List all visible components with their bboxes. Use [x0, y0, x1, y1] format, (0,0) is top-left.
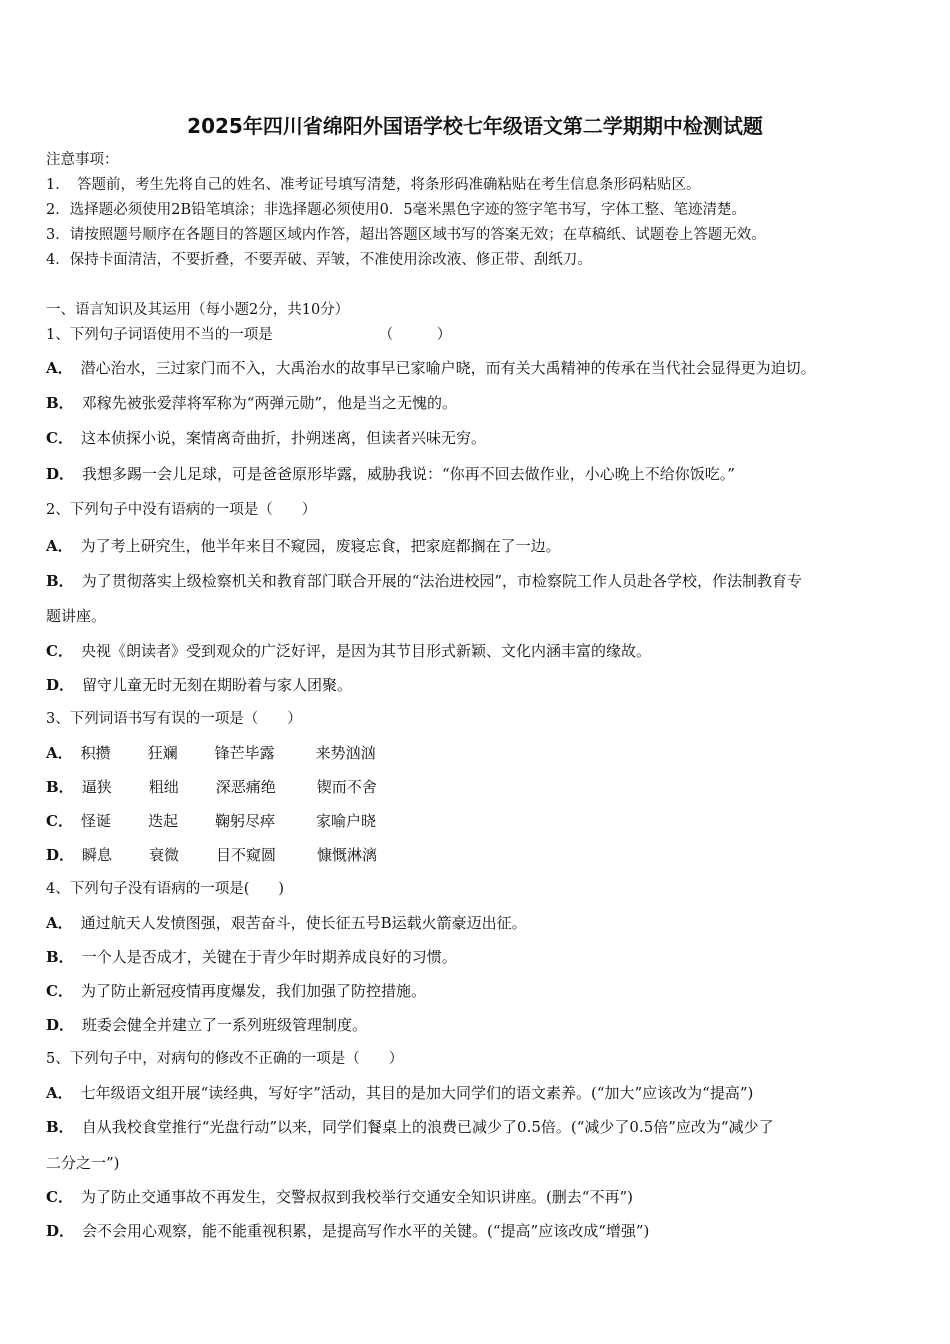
option-continuation: 题讲座。 — [46, 607, 107, 625]
option-row — [46, 743, 376, 763]
option-label: D． — [46, 676, 75, 694]
option-continuation: 二分之一”) — [46, 1154, 120, 1172]
option-row — [46, 675, 352, 695]
option-text: 为了贯彻落实上级检察机关和教育部门联合开展的“法治进校园”，市检察院工作人员赴各学校，作法制教育专 — [81, 572, 803, 590]
question-stem-1 — [46, 325, 451, 345]
option-row — [46, 1083, 753, 1103]
option-row — [46, 947, 457, 967]
notice-item: 2．选择题必须使用2B铅笔填涂；非选择题必须使用0．5毫米黑色字迹的签字笔书写，字体工整、笔迹清楚。 — [46, 202, 747, 218]
option-label: B． — [46, 948, 74, 966]
option-row — [46, 464, 735, 484]
option-label: A． — [46, 914, 73, 932]
option-row — [46, 1221, 649, 1241]
option-text: 为了防止交通事故不再发生，交警叔叔到我校举行交通安全知识讲座。(删去“不再”) — [80, 1188, 633, 1206]
option-row — [46, 811, 376, 831]
option-word: 瞬息 — [82, 846, 113, 864]
option-label: C． — [46, 1188, 73, 1206]
option-label: D． — [46, 1016, 75, 1034]
option-row — [46, 393, 457, 413]
notice-heading: 注意事项： — [46, 152, 119, 168]
option-row — [46, 536, 561, 556]
option-word: 深恶痛绝 — [215, 778, 276, 796]
option-row — [46, 641, 651, 661]
option-label: C． — [46, 642, 73, 660]
option-word: 家喻户晓 — [315, 812, 376, 830]
notice-item: 1． 答题前，考生先将自己的姓名、准考证号填写清楚，将条形码准确粘贴在考生信息条形码粘贴区。 — [46, 177, 701, 193]
option-text: 央视《朗读者》受到观众的广泛好评，是因为其节目形式新颖、文化内涵丰富的缘故。 — [80, 642, 651, 660]
option-text: 一个人是否成才，关键在于青少年时期养成良好的习惯。 — [81, 948, 457, 966]
option-text: 会不会用心观察，能不能重视积累，是提高写作水平的关键。(“提高”应该改成“增强”) — [82, 1222, 650, 1240]
question-stem-2: 2、下列句子中没有语病的一项是（ ） — [46, 502, 317, 518]
option-word: 来势汹汹 — [315, 744, 376, 762]
option-text: 我想多踢一会儿足球，可是爸爸原形毕露，威胁我说：“你再不回去做作业，小心晚上不给你饭吃。” — [82, 465, 735, 483]
option-word: 怪诞 — [80, 812, 111, 830]
option-word: 衰微 — [149, 846, 180, 864]
option-text: 班委会健全并建立了一系列班级管理制度。 — [82, 1016, 368, 1034]
option-label: C． — [46, 812, 73, 830]
option-label: D． — [46, 465, 75, 483]
option-text: 留守儿童无时无刻在期盼着与家人团聚。 — [82, 676, 353, 694]
option-label: B． — [46, 394, 74, 412]
option-text: 通过航天人发愤图强，艰苦奋斗，使长征五号B运载火箭豪迈出征。 — [80, 914, 527, 932]
question-stem-5: 5、下列句子中，对病句的修改不正确的一项是（ ） — [46, 1051, 404, 1067]
notice-item: 3．请按照题号顺序在各题目的答题区域内作答，超出答题区域书写的答案无效；在草稿纸、试题卷上答题无效。 — [46, 227, 766, 243]
notice-item: 4．保持卡面清洁，不要折叠，不要弄破、弄皱，不准使用涂改液、修正带、刮纸刀。 — [46, 252, 592, 268]
option-text: 邓稼先被张爱萍将军称为“两弹元勋”，他是当之无愧的。 — [81, 394, 458, 412]
question-stem-4: 4、下列句子没有语病的一项是( ) — [46, 881, 285, 897]
option-row — [46, 1187, 633, 1207]
option-word: 目不窥圆 — [216, 846, 277, 864]
option-word: 鞠躬尽瘁 — [214, 812, 275, 830]
option-row — [46, 358, 816, 378]
option-label: B． — [46, 572, 74, 590]
option-word: 逼狭 — [81, 778, 112, 796]
option-text: 自从我校食堂推行“光盘行动”以来，同学们餐桌上的浪费已减少了0.5倍。(“减少了0.5倍”应改为“减少了 — [81, 1118, 774, 1136]
option-text: 这本侦探小说，案情离奇曲折，扑朔迷离，但读者兴味无穷。 — [80, 429, 486, 447]
answer-paren: （ ） — [378, 327, 452, 343]
option-row — [46, 428, 486, 448]
question-stem-text: 1、下列句子词语使用不当的一项是 — [46, 327, 273, 343]
option-label: C． — [46, 982, 73, 1000]
option-row — [46, 777, 377, 797]
option-text: 潜心治水，三过家门而不入，大禹治水的故事早已家喻户晓，而有关大禹精神的传承在当代社会显得更为迫切。 — [80, 359, 816, 377]
option-text: 为了防止新冠疫情再度爆发，我们加强了防控措施。 — [80, 982, 426, 1000]
option-word: 慷慨淋漓 — [317, 846, 378, 864]
page-title: 2025年四川省绵阳外国语学校七年级语文第二学期期中检测试题 — [187, 114, 763, 138]
option-row — [46, 1117, 774, 1137]
option-row — [46, 571, 802, 591]
section-heading: 一、语言知识及其运用（每小题2分，共10分） — [46, 302, 350, 318]
option-text: 为了考上研究生，他半年来目不窥园，废寝忘食，把家庭都搁在了一边。 — [80, 537, 561, 555]
option-label: B． — [46, 778, 74, 796]
option-label: D． — [46, 1222, 75, 1240]
option-word: 锋芒毕露 — [214, 744, 275, 762]
option-label: A． — [46, 1084, 73, 1102]
option-label: A． — [46, 537, 73, 555]
option-row — [46, 845, 377, 865]
option-word: 狂斓 — [147, 744, 178, 762]
option-row — [46, 913, 527, 933]
option-text: 七年级语文组开展“读经典，写好字”活动，其目的是加大同学们的语文素养。(“加大”应该改为“提高”) — [80, 1084, 754, 1102]
option-row — [46, 981, 426, 1001]
option-word: 锲而不舍 — [316, 778, 377, 796]
option-label: C． — [46, 429, 73, 447]
option-label: B． — [46, 1118, 74, 1136]
option-word: 迭起 — [147, 812, 178, 830]
option-word: 粗绌 — [148, 778, 179, 796]
option-row — [46, 1015, 367, 1035]
option-label: D． — [46, 846, 75, 864]
question-stem-3: 3、下列词语书写有误的一项是（ ） — [46, 711, 302, 727]
option-word: 积攒 — [80, 744, 111, 762]
option-label: A． — [46, 359, 73, 377]
option-label: A． — [46, 744, 73, 762]
